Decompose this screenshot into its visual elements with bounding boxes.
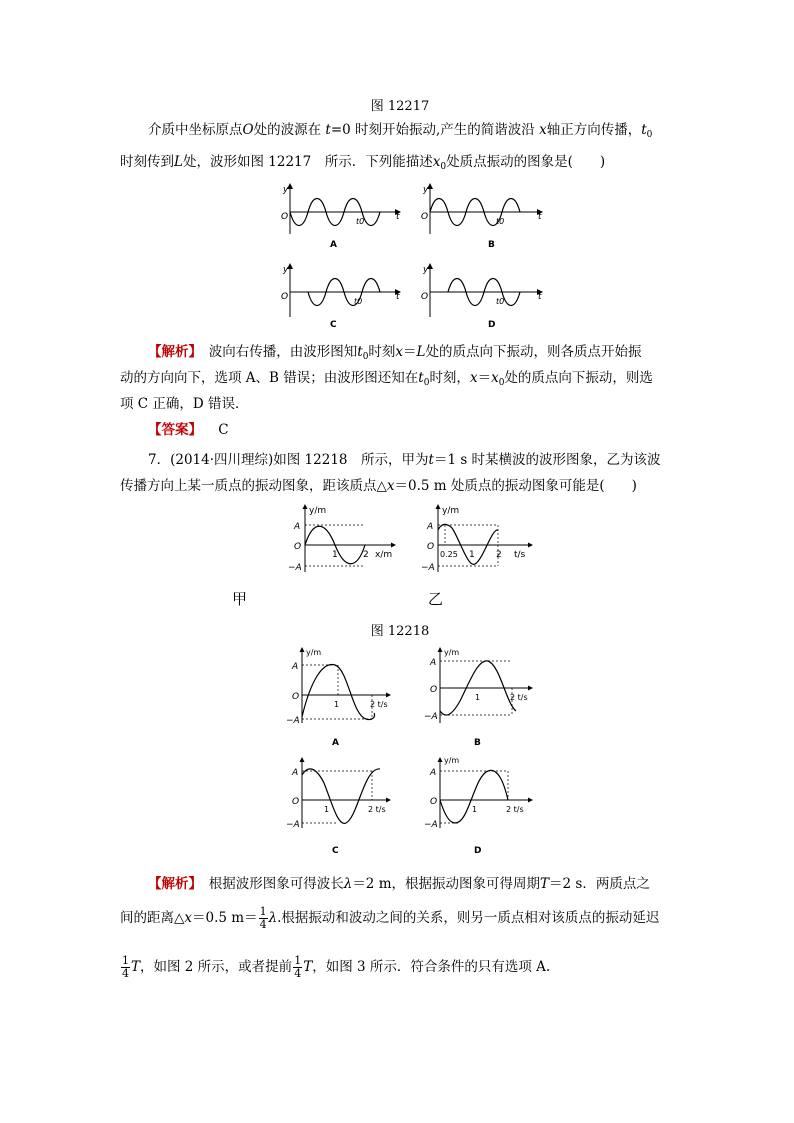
q7-jia-origin: O bbox=[294, 542, 302, 552]
q7-jia-tick2: 2 bbox=[363, 550, 369, 560]
q6-b-y-label: y bbox=[423, 185, 429, 195]
q6-option-c-label: C bbox=[330, 320, 337, 330]
q7-c-negamp: −A bbox=[286, 820, 300, 830]
q7-analysis-line-3: $\frac{1}{4}$ T，如图 2 所示，或者提前 $\frac{1}{4}$ T，如图 3 所示．符合条件的只有选项 A. bbox=[122, 954, 551, 980]
q7-options-figure bbox=[280, 643, 550, 858]
q6-option-d-graph bbox=[421, 264, 542, 330]
q6-line-2: 时刻传到L处，波形如图 12217 所示．下列能描述$x_0$处质点振动的图象是( ) bbox=[120, 154, 606, 172]
q6-answer bbox=[148, 418, 708, 442]
q7-yi-tick2: 2 bbox=[496, 550, 502, 560]
q7-option-a-graph bbox=[286, 648, 390, 748]
q7-yi-graph bbox=[421, 505, 532, 573]
q7-a-xlabel: 2 t/s bbox=[370, 700, 388, 709]
q7-a-amp: A bbox=[292, 662, 299, 672]
q6-a-t-label: t bbox=[396, 212, 400, 222]
figure-caption-12218: 图 12218 bbox=[370, 624, 430, 639]
fraction-quarter-2: $\frac{1}{4}$ bbox=[122, 954, 129, 980]
q6-option-b-graph bbox=[421, 184, 542, 250]
q6-option-a-graph bbox=[281, 184, 400, 250]
q6-a-t0: t0 bbox=[356, 217, 365, 226]
q6-option-d-label: D bbox=[488, 320, 496, 330]
q7-c-origin: O bbox=[292, 797, 300, 807]
q7-line-2: 传播方向上某一质点的振动图象，距该质点△x＝0.5 m 处质点的振动图象可能是( ) bbox=[120, 478, 637, 494]
q7-c-xlabel: 2 t/s bbox=[368, 805, 386, 814]
q7-b-tick1: 1 bbox=[475, 693, 481, 702]
q7-jia-tick1: 1 bbox=[332, 550, 338, 560]
q7-b-origin: O bbox=[430, 685, 438, 695]
q7-a-origin: O bbox=[292, 692, 300, 702]
q7-yi-negamp: −A bbox=[421, 563, 435, 573]
fraction-quarter: $\frac{1}{4}$ bbox=[259, 905, 267, 931]
q7-d-negamp: −A bbox=[424, 820, 438, 830]
q7-d-amp: A bbox=[430, 768, 437, 778]
q7-d-ylabel: y/m bbox=[444, 756, 460, 765]
q6-c-t-label: t bbox=[396, 292, 400, 302]
fraction-quarter-3: $\frac{1}{4}$ bbox=[294, 954, 302, 980]
q6-analysis-line-1: 【解析】 波向右传播，由波形图知$t_0$时刻x＝L处的质点向下振动，则各质点开始振 bbox=[148, 344, 642, 362]
q7-b-ylabel: y/m bbox=[444, 648, 460, 657]
q7-option-d-graph bbox=[424, 756, 532, 856]
answer-value: C bbox=[218, 422, 229, 438]
q7-jia-graph bbox=[288, 505, 395, 573]
q7-d-tick1: 1 bbox=[472, 805, 478, 814]
q7-c-tick1: 1 bbox=[324, 805, 330, 814]
q7-jia-xlabel: x/m bbox=[375, 550, 393, 560]
q6-option-c-graph bbox=[281, 264, 400, 330]
q7-option-b-label: B bbox=[474, 738, 481, 748]
q7-a-ylabel: y/m bbox=[306, 648, 322, 657]
q6-b-t0: t0 bbox=[496, 217, 505, 226]
q6-c-t0: t0 bbox=[354, 297, 363, 306]
q7-b-xlabel: 2 t/s bbox=[510, 693, 528, 702]
q7-jia-negamp: −A bbox=[288, 563, 302, 573]
q7-a-tick1: 1 bbox=[334, 700, 340, 709]
q6-options-figure bbox=[270, 172, 560, 337]
q6-analysis-line-3: 项 C 正确，D 错误． bbox=[120, 396, 249, 412]
q6-d-origin: O bbox=[421, 292, 429, 302]
q6-option-a-label: A bbox=[330, 240, 337, 250]
label-yi: 乙 bbox=[428, 590, 444, 608]
q7-yi-xlabel: t/s bbox=[514, 550, 526, 560]
q7-option-c-label: C bbox=[332, 846, 339, 856]
q6-c-origin: O bbox=[281, 292, 289, 302]
q7-yi-origin: O bbox=[427, 542, 435, 552]
q6-a-origin: O bbox=[281, 212, 289, 222]
q7-b-amp: A bbox=[430, 658, 437, 668]
q7-option-c-graph bbox=[286, 758, 390, 856]
analysis-tag: 【解析】 bbox=[148, 344, 196, 360]
q7-analysis-line-2: 间的距离△x＝0.5 m＝ $\frac{1}{4}$ λ.根据振动和波动之间的关系，则另一质点相对该质点的振动延迟 bbox=[120, 905, 660, 931]
q7-line-1: 7．(2014·四川理综)如图 12218 所示，甲为t＝1 s 时某横波的波形图象，乙为该波 bbox=[148, 452, 661, 468]
q7-jia-amp: A bbox=[294, 522, 301, 532]
q6-b-t-label: t bbox=[538, 212, 542, 222]
figure-caption-12217: 图 12217 bbox=[370, 99, 430, 114]
q7-jia-ylabel: y/m bbox=[309, 506, 327, 516]
label-jia: 甲 bbox=[232, 590, 248, 608]
q7-b-negamp: −A bbox=[424, 712, 438, 722]
q7-yi-ylabel: y/m bbox=[442, 506, 460, 516]
q6-line-1: 介质中坐标原点O处的波源在 t=0 时刻开始振动,产生的简谐波沿 x轴正方向传播，$t_0$ bbox=[148, 122, 653, 140]
q6-b-origin: O bbox=[421, 212, 429, 222]
q7-option-a-label: A bbox=[332, 738, 339, 748]
q6-d-t-label: t bbox=[538, 292, 542, 302]
q7-option-d-label: D bbox=[474, 846, 482, 856]
q6-d-y-label: y bbox=[423, 265, 429, 275]
q7-d-origin: O bbox=[430, 797, 438, 807]
q7-analysis-line-1: 【解析】 根据波形图象可得波长λ＝2 m，根据振动图象可得周期T＝2 s．两质点之 bbox=[148, 876, 650, 892]
q7-yi-tick1: 1 bbox=[469, 550, 475, 560]
analysis-tag-2: 【解析】 bbox=[148, 876, 196, 892]
q7-a-negamp: −A bbox=[286, 716, 300, 726]
q7-c-amp: A bbox=[292, 768, 299, 778]
q6-a-y-label: y bbox=[283, 185, 289, 195]
answer-tag: 【答案】 bbox=[148, 422, 202, 438]
q6-d-t0: t0 bbox=[496, 297, 505, 306]
q7-figure-jia-yi bbox=[280, 500, 540, 580]
q6-option-b-label: B bbox=[488, 240, 495, 250]
q7-d-xlabel: 2 t/s bbox=[506, 805, 524, 814]
q6-analysis-line-2: 动的方向向下，选项 A、B 错误；由波形图还知在$t_0$时刻，$x=x_0$处的质点向下振动，则选 bbox=[120, 370, 653, 388]
q6-c-y-label: y bbox=[283, 265, 289, 275]
q7-yi-amp: A bbox=[427, 522, 434, 532]
q7-option-b-graph bbox=[424, 648, 532, 748]
q7-yi-tick025: 0.25 bbox=[440, 550, 458, 559]
